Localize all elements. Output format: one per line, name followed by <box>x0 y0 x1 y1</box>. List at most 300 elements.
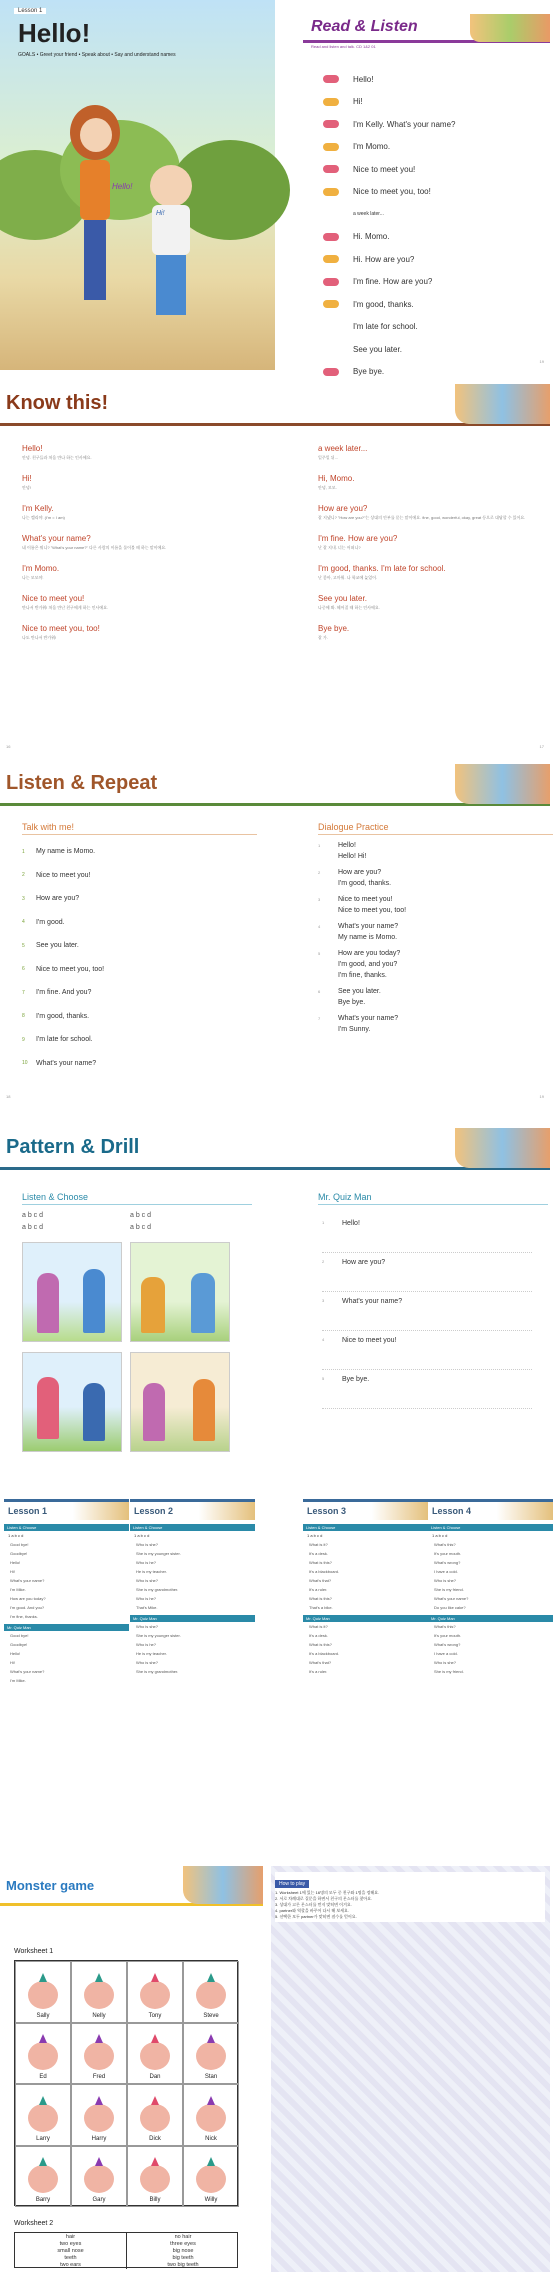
worksheet-2-right <box>127 2233 239 2269</box>
answer-line: What is this? <box>309 1560 332 1565</box>
monster-name: Ed <box>39 2074 47 2080</box>
quiz-answer-line: She is my grandmother. <box>136 1669 179 1674</box>
feature-item: small nose <box>57 2247 84 2254</box>
row-number: 7 <box>22 989 25 996</box>
know-item <box>22 474 252 491</box>
how-to-play-page <box>271 1866 550 2272</box>
monster-name: Harry <box>91 2135 107 2142</box>
know-explanation: 잘 지냈니? "How are you?"는 상대의 안부를 묻는 말이에요. fine, good, wonderful, okay, great 등으로 대답할 수 있어요. <box>318 515 526 520</box>
dialogue-line <box>318 1024 543 1035</box>
monster-cell[interactable] <box>183 2023 239 2085</box>
know-item <box>22 594 252 611</box>
answer-line: Hello! <box>10 1560 21 1565</box>
listen-choose-label: Listen & Choose <box>4 1524 129 1531</box>
monster-cell[interactable] <box>183 2146 239 2208</box>
answer-line: I'm fine, thanks. <box>10 1614 38 1619</box>
speaker-icon <box>323 255 339 263</box>
dialogue-text: Nice to meet you, too! <box>353 187 431 197</box>
picture-2 <box>130 1242 230 1342</box>
worksheet-1-label: Worksheet 1 <box>14 1948 54 1955</box>
know-explanation: 잘 가. <box>318 635 328 640</box>
know-phrase: I'm Kelly. <box>22 504 54 513</box>
monster-hat <box>95 2157 103 2166</box>
feature-item: teeth <box>64 2254 77 2261</box>
talk-sentence: How are you? <box>36 895 80 903</box>
line-number: 1 <box>318 843 321 848</box>
dialogue-text: I'm good, thanks. <box>353 299 414 309</box>
answer-choices: 1 a b c d <box>8 1533 24 1538</box>
spread-read-listen <box>0 0 550 377</box>
monster-hat <box>95 2034 103 2043</box>
quiz-text: Bye bye. <box>342 1376 370 1383</box>
quiz-answer-line: What is it? <box>309 1624 328 1629</box>
lesson-title: Lesson 4 <box>428 1502 553 1520</box>
feature-item: two eyes <box>59 2240 82 2247</box>
know-item <box>318 564 548 581</box>
know-explanation: 난 잘 지내. 너는 어떠니? <box>318 545 361 550</box>
talk-sentence: Nice to meet you, too! <box>36 965 105 973</box>
monster-name: Steve <box>203 2012 219 2019</box>
monster-face <box>28 2042 58 2070</box>
speaker-icon <box>323 75 339 83</box>
lesson-title: Lesson 3 <box>303 1502 428 1520</box>
monster-cell[interactable] <box>71 1961 127 2023</box>
monster-name: Dick <box>149 2135 161 2142</box>
feature-item: three eyes <box>170 2240 196 2247</box>
quiz-answer-line: Hi! <box>10 1660 15 1665</box>
monster-cell[interactable] <box>127 2084 183 2146</box>
quiz-man-label: Mr. Quiz Man <box>303 1615 428 1622</box>
talk-row <box>22 958 252 982</box>
talk-row <box>22 864 252 888</box>
dialogue-text: I'm Kelly. What's your name? <box>353 119 456 129</box>
dialogue-text: Hello! <box>353 74 374 84</box>
choice-row-3[interactable]: a b c d <box>22 1224 44 1231</box>
answer-line: What's your name? <box>10 1578 45 1583</box>
answer-line: Goodbye! <box>10 1551 28 1556</box>
dialogue-text: Hi! <box>353 97 363 107</box>
know-banner <box>0 384 550 426</box>
answer-line: How are you today? <box>10 1596 46 1601</box>
talk-row <box>22 1052 252 1076</box>
lesson-title: Lesson 2 <box>130 1502 255 1520</box>
talk-sentence: Nice to meet you! <box>36 871 91 879</box>
dialogue-block <box>318 921 543 943</box>
feature-item: big nose <box>172 2247 194 2254</box>
answer-line: Who is he? <box>136 1560 157 1565</box>
line-number: 7 <box>318 1016 321 1021</box>
know-item <box>318 474 548 491</box>
answer-line: What is this? <box>309 1596 332 1601</box>
talk-sentence: I'm good. <box>36 918 65 926</box>
feature-item: no hair <box>174 2233 192 2240</box>
monster-hat <box>39 2096 47 2105</box>
goals-text: GOALS • Greet your friend • Speak about • Say and understand names <box>18 52 176 58</box>
monster-name: Fred <box>92 2074 106 2080</box>
dialogue-text: My name is Momo. <box>338 934 398 941</box>
monster-cell[interactable] <box>183 2084 239 2146</box>
monster-name: Nelly <box>92 2012 106 2019</box>
monster-grid <box>14 1960 238 2206</box>
know-explanation: 안녕! <box>22 485 31 490</box>
section-title: Read & Listen <box>311 18 418 35</box>
monster-face <box>28 1981 58 2009</box>
dialogue-heading: Dialogue Practice <box>318 822 553 835</box>
monster-cell[interactable] <box>127 2023 183 2085</box>
section-title: Pattern & Drill <box>6 1136 140 1158</box>
header-art <box>455 1128 550 1168</box>
dialogue-text: I'm fine, thanks. <box>338 972 387 979</box>
know-phrase: Hello! <box>22 444 43 453</box>
answer-line: Who is she? <box>136 1542 159 1547</box>
dialogue-text: Nice to meet you, too! <box>338 907 407 914</box>
step-line: 3. 상대가 고른 몬스터를 먼저 맞히면 이겨요. <box>275 1902 352 1907</box>
line-number: 6 <box>318 989 321 994</box>
dialogue-text: a week later... <box>353 211 384 218</box>
dialogue-line <box>323 316 543 339</box>
dialogue-line <box>323 91 543 114</box>
know-phrase: Bye bye. <box>318 624 350 633</box>
dialogue-line <box>318 894 543 905</box>
lesson-answer-page <box>428 1499 553 1843</box>
page-number: 19 <box>539 359 544 364</box>
monster-name: Stan <box>204 2074 218 2080</box>
dialogue-text: See you later. <box>338 988 381 995</box>
quiz-answer-line: She is my younger sister. <box>136 1633 181 1638</box>
choice-row-4[interactable]: a b c d <box>130 1224 152 1231</box>
quiz-man-label: Mr. Quiz Man <box>4 1624 129 1631</box>
lesson-label: Lesson 1 <box>14 8 46 14</box>
monster-cell[interactable] <box>15 2023 71 2085</box>
answer-line: I'm Mike. <box>10 1587 26 1592</box>
quiz-answer-line: What's wrong? <box>434 1642 461 1647</box>
know-explanation: 일주일 뒤... <box>318 455 338 460</box>
speaker-icon <box>323 120 339 128</box>
talk-sentence: I'm fine. And you? <box>36 989 92 997</box>
answer-line: What's that? <box>309 1578 332 1583</box>
talk-list <box>22 840 252 1075</box>
know-item <box>22 564 252 581</box>
dialogue-text: I'm Momo. <box>353 142 391 152</box>
dialogue-text: Bye bye. <box>338 999 366 1006</box>
read-listen-page <box>303 0 550 377</box>
lesson-answer-page <box>130 1499 255 1843</box>
quiz-number: 3 <box>322 1298 325 1303</box>
monster-face <box>196 2042 226 2070</box>
answer-line: It's your mouth. <box>434 1551 462 1556</box>
section-subtitle: Read and listen and talk. CD 1&2 01 <box>311 44 376 49</box>
quiz-answer-line: She is my friend. <box>434 1669 464 1674</box>
talk-sentence: I'm good, thanks. <box>36 1012 90 1020</box>
section-title: Listen & Repeat <box>6 772 158 794</box>
know-item <box>318 534 548 551</box>
monster-cell[interactable] <box>15 1961 71 2023</box>
answer-line: That's a bike. <box>309 1605 333 1610</box>
dialogue-list <box>323 68 543 383</box>
monster-face <box>84 2042 114 2070</box>
row-number: 6 <box>22 966 25 973</box>
feature-item: two ears <box>60 2261 81 2268</box>
page-number-left: 16 <box>6 744 11 749</box>
talk-sentence: I'm late for school. <box>36 1036 93 1044</box>
quiz-answer-line: I have a cold. <box>434 1651 458 1656</box>
picture-3 <box>22 1352 122 1452</box>
speaker-icon <box>323 188 339 196</box>
talk-row <box>22 840 252 864</box>
monster-hat <box>39 1973 47 1982</box>
speaker-icon <box>323 165 339 173</box>
monster-cell[interactable] <box>71 2023 127 2085</box>
know-item <box>318 504 548 521</box>
listen-repeat-banner <box>0 764 550 806</box>
dialogue-line <box>318 851 543 862</box>
talk-heading: Talk with me! <box>22 822 257 835</box>
dialogue-text: See you later. <box>353 344 402 354</box>
talk-row <box>22 934 252 958</box>
step-line: 4. partner와 역할을 바꾸어 다시 해 보세요. <box>275 1908 350 1913</box>
quiz-man-label: Mr. Quiz Man <box>428 1615 553 1622</box>
talk-row <box>22 1005 252 1029</box>
listen-choose-label: Listen & Choose <box>303 1524 428 1531</box>
answer-line: It's a blackboard. <box>309 1569 340 1574</box>
monster-name: Gary <box>92 2197 106 2203</box>
quiz-answer-line: It's a desk. <box>309 1633 328 1638</box>
know-phrase: Hi, Momo. <box>318 474 355 483</box>
answer-line: What's this? <box>434 1542 456 1547</box>
step-line: 2. 서로 차례대로 질문을 하면서 친구의 몬스터를 찾아요. <box>275 1896 373 1901</box>
monster-hat <box>207 1973 215 1982</box>
dialogue-text: Hello! Hi! <box>338 853 367 860</box>
talk-row <box>22 887 252 911</box>
boy-figure <box>150 165 192 207</box>
know-explanation: 안녕. 친구들과 처음 만나 하는 인사에요. <box>22 455 92 460</box>
lesson-title: Lesson 1 <box>4 1502 129 1520</box>
quiz-answer-line: It's a ruler. <box>309 1669 328 1674</box>
know-explanation: 나는 켈리야. (I'm = I am) <box>22 515 65 520</box>
monster-cell[interactable] <box>15 2084 71 2146</box>
girl-body <box>80 160 110 220</box>
picture-4 <box>130 1352 230 1452</box>
worksheet-2-left <box>15 2233 127 2269</box>
monster-hat <box>207 2096 215 2105</box>
quiz-item[interactable] <box>322 1214 532 1253</box>
talk-sentence: My name is Momo. <box>36 848 96 856</box>
monster-name: Tony <box>148 2012 162 2019</box>
quiz-text: How are you? <box>342 1259 386 1266</box>
monster-cell[interactable] <box>71 2146 127 2208</box>
answer-line: It's a desk. <box>309 1551 328 1556</box>
monster-hat <box>151 2096 159 2105</box>
step-line: 5. 선택한 모두 partner가 맞히면 점수를 얻어요. <box>275 1914 357 1919</box>
know-phrase: See you later. <box>318 594 367 603</box>
header-art <box>183 1866 263 1904</box>
talk-sentence: What's your name? <box>36 1059 97 1067</box>
know-phrase: Hi! <box>22 474 32 483</box>
quiz-answer-line: What's this? <box>434 1624 456 1629</box>
line-number: 3 <box>318 897 321 902</box>
dialogue-line <box>323 271 543 294</box>
listen-choose-label: Listen & Choose <box>130 1524 255 1531</box>
monster-hat <box>151 1973 159 1982</box>
feature-item: two big teeth <box>167 2261 199 2268</box>
answer-line: What's wrong? <box>434 1560 461 1565</box>
monster-hat <box>207 2157 215 2166</box>
answer-choices: 1 a b c d <box>307 1533 323 1538</box>
talk-sentence: See you later. <box>36 942 79 950</box>
monster-name: Willy <box>204 2197 218 2203</box>
monster-name: Nick <box>205 2135 217 2142</box>
know-item <box>22 444 252 461</box>
monster-face <box>28 2104 58 2132</box>
dialogue-line <box>318 959 543 970</box>
answer-line: Who is she? <box>434 1578 457 1583</box>
dialogue-line <box>318 905 543 916</box>
dialogue-line <box>318 867 543 878</box>
know-item <box>22 624 252 641</box>
know-explanation: 안녕, 모모. <box>318 485 337 490</box>
lesson-title: Hello! <box>18 18 91 48</box>
monster-cell[interactable] <box>127 2146 183 2208</box>
dialogue-block <box>318 1013 543 1035</box>
quiz-number: 2 <box>322 1259 325 1264</box>
know-explanation: 만나서 반가워! 처음 만난 친구에게 하는 인사에요. <box>22 605 109 610</box>
know-explanation: 나도 만나서 반가워! <box>22 635 57 640</box>
dialogue-list <box>318 840 543 1040</box>
know-phrase: Nice to meet you, too! <box>22 624 100 633</box>
know-right-column <box>318 444 548 654</box>
quiz-item[interactable] <box>322 1370 532 1409</box>
talk-row <box>22 1028 252 1052</box>
answer-line: She is my younger sister. <box>136 1551 181 1556</box>
dialogue-block <box>318 948 543 981</box>
monster-face <box>140 2042 170 2070</box>
quiz-text: Nice to meet you! <box>342 1337 397 1344</box>
quiz-man-list <box>322 1214 532 1409</box>
choice-row-1[interactable]: a b c d <box>22 1212 44 1219</box>
monster-cell[interactable] <box>15 2146 71 2208</box>
dialogue-block <box>318 867 543 889</box>
dialogue-text: Nice to meet you! <box>353 164 416 174</box>
dialogue-line <box>318 970 543 981</box>
talk-row <box>22 981 252 1005</box>
answer-choices: 1 a b c d <box>432 1533 448 1538</box>
dialogue-line <box>318 921 543 932</box>
monster-cell[interactable] <box>127 1961 183 2023</box>
monster-face <box>84 1981 114 2009</box>
dialogue-text: I'm good, thanks. <box>338 880 392 887</box>
monster-banner <box>0 1866 263 1906</box>
dialogue-text: Hi. Momo. <box>353 232 390 242</box>
know-explanation: 나는 모모야. <box>22 575 44 580</box>
dialogue-text: How are you today? <box>338 950 401 957</box>
know-phrase: I'm good, thanks. I'm late for school. <box>318 564 446 573</box>
dialogue-text: What's your name? <box>338 1015 399 1022</box>
how-to-play-steps <box>275 1890 545 1920</box>
line-number: 5 <box>318 951 321 956</box>
spread-listen-repeat <box>0 760 550 1105</box>
section-title: Monster game <box>6 1878 95 1893</box>
girl-legs <box>84 220 106 300</box>
answer-line: Do you like cake? <box>434 1605 466 1610</box>
speaker-icon <box>323 143 339 151</box>
feature-item: big teeth <box>172 2254 194 2261</box>
quiz-item[interactable] <box>322 1253 532 1292</box>
header-art <box>470 14 550 42</box>
answer-line: Good bye! <box>10 1542 29 1547</box>
speech-hello: Hello! <box>112 182 133 191</box>
answer-line: She is my grandmother. <box>136 1587 179 1592</box>
quiz-answer-line: Who is she? <box>136 1624 159 1629</box>
dialogue-line <box>318 840 543 851</box>
row-number: 3 <box>22 895 25 902</box>
picture-1 <box>22 1242 122 1342</box>
page-number-right: 19 <box>539 1094 544 1099</box>
quiz-answer-line: He is my teacher. <box>136 1651 167 1656</box>
quiz-answer-line: Goodbye! <box>10 1642 28 1647</box>
page-number-right: 17 <box>539 744 544 749</box>
cover-illustration <box>0 0 275 370</box>
answer-key-pages <box>0 1499 550 1859</box>
girl-face <box>80 118 112 152</box>
feature-item: hair <box>65 2233 76 2240</box>
answer-line: Hi! <box>10 1569 15 1574</box>
speaker-icon <box>323 323 339 331</box>
monster-face <box>196 2104 226 2132</box>
speaker-icon <box>323 345 339 353</box>
dialogue-text: Bye bye. <box>353 367 385 377</box>
dialogue-block <box>318 894 543 916</box>
know-phrase: a week later... <box>318 444 368 453</box>
know-phrase: I'm fine. How are you? <box>318 534 398 543</box>
know-item <box>22 504 252 521</box>
dialogue-text: Nice to meet you! <box>338 896 393 903</box>
monster-hat <box>95 2096 103 2105</box>
know-item <box>318 594 548 611</box>
quiz-man-label: Mr. Quiz Man <box>130 1615 255 1622</box>
dialogue-line <box>323 338 543 361</box>
answer-line: Who is he? <box>136 1596 157 1601</box>
dialogue-line <box>323 113 543 136</box>
quiz-item[interactable] <box>322 1331 532 1370</box>
quiz-item[interactable] <box>322 1292 532 1331</box>
choice-row-2[interactable]: a b c d <box>130 1212 152 1219</box>
answer-line: That's Mike. <box>136 1605 158 1610</box>
section-title: Know this! <box>6 392 109 414</box>
speaker-icon <box>323 98 339 106</box>
answer-line: What is it? <box>309 1542 328 1547</box>
know-phrase: What's your name? <box>22 534 91 543</box>
line-number: 4 <box>318 924 321 929</box>
know-explanation: 나중에 봐. 헤어질 때 하는 인사에요. <box>318 605 380 610</box>
monster-face <box>140 2104 170 2132</box>
monster-name: Billy <box>149 2197 161 2203</box>
row-number: 8 <box>22 1013 25 1020</box>
spread-pattern-drill <box>0 1124 550 1489</box>
dialogue-text: Hello! <box>338 842 356 849</box>
know-item <box>22 534 252 551</box>
monster-game-page <box>0 1866 263 2272</box>
monster-cell[interactable] <box>71 2084 127 2146</box>
lesson-answer-page <box>4 1499 129 1843</box>
monster-name: Sally <box>36 2012 50 2019</box>
quiz-answer-line: Who is he? <box>136 1642 157 1647</box>
line-number: 2 <box>318 870 321 875</box>
monster-cell[interactable] <box>183 1961 239 2023</box>
quiz-text: Hello! <box>342 1220 360 1227</box>
dialogue-line <box>318 997 543 1008</box>
spread-know-this <box>0 380 550 755</box>
monster-name: Dan <box>149 2074 161 2080</box>
